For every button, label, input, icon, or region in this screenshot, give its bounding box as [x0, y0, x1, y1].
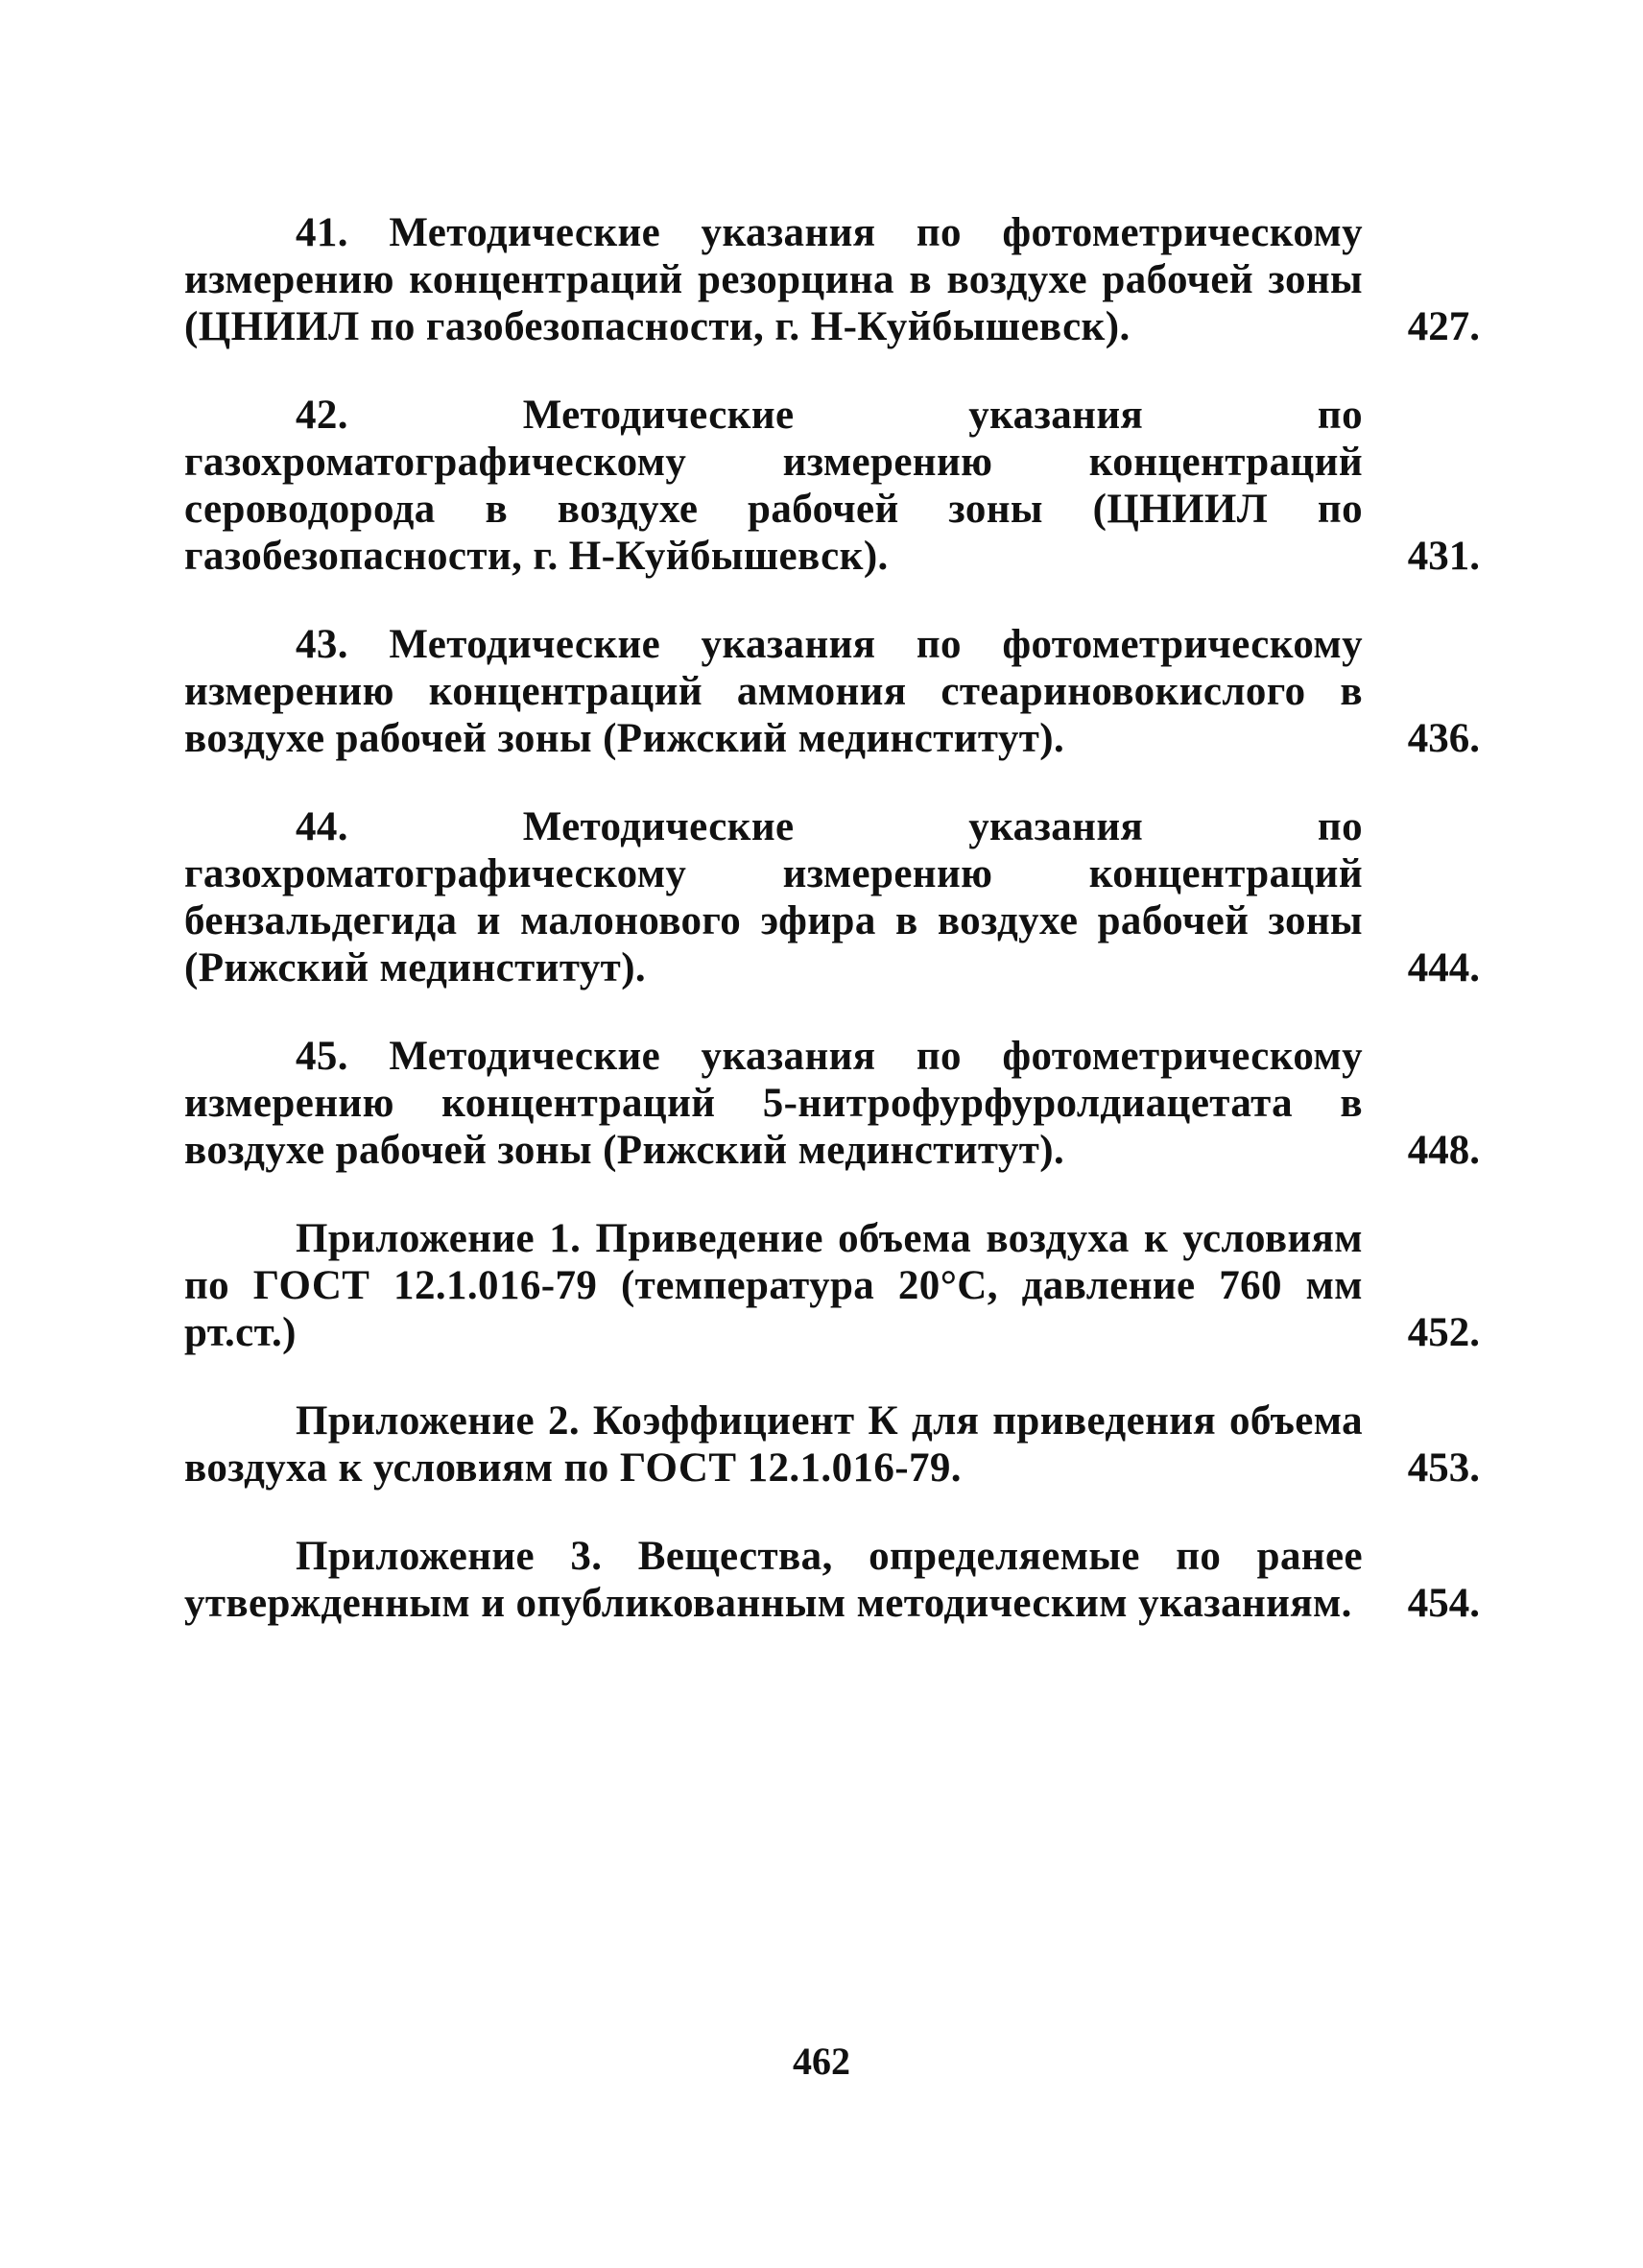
toc-entry-43 [184, 621, 1480, 762]
toc-entry-title: Приложение 3. Вещества, определяемые по ранее утвержденным и опубликованным методическим указаниям. [184, 1534, 1363, 1626]
toc-entry-page: 452. [1407, 1310, 1480, 1355]
toc-entry-page: 454. [1407, 1581, 1480, 1626]
toc-entry-page: 431. [1407, 534, 1480, 579]
toc-entry-page: 427. [1407, 304, 1480, 349]
toc-entry-title: 43. Методические указания по фотометрическому измерению концентраций аммония стеариновокислого в воздухе рабочей зоны (Рижский мединститут). [184, 622, 1363, 761]
toc-entry-41 [184, 209, 1480, 350]
toc-entry-title: 44. Методические указания по газохроматографическому измерению концентраций бензальдегида и малонового эфира в воздухе рабочей зоны (Рижский мединститут). [184, 804, 1363, 991]
table-of-contents [184, 209, 1480, 1668]
toc-entry-page: 453. [1407, 1445, 1480, 1491]
toc-entry-title: 41. Методические указания по фотометрическому измерению концентраций резорцина в воздухе рабочей зоны (ЦНИИЛ по газобезопасности, г. Н-Куйбышевск). [184, 210, 1363, 349]
toc-entry-44 [184, 803, 1480, 991]
toc-entry-42 [184, 392, 1480, 580]
toc-entry-page: 448. [1407, 1128, 1480, 1173]
toc-entry-45 [184, 1033, 1480, 1174]
page-number: 462 [793, 2040, 850, 2083]
toc-entry-page: 444. [1407, 945, 1480, 991]
toc-entry-page: 436. [1407, 716, 1480, 761]
toc-entry-title: Приложение 1. Приведение объема воздуха к условиям по ГОСТ 12.1.016-79 (температура 20°С, давление 760 мм рт.ст.) [184, 1216, 1363, 1355]
toc-entry-appendix-3 [184, 1533, 1480, 1627]
toc-entry-appendix-2 [184, 1397, 1480, 1492]
toc-entry-title: 45. Методические указания по фотометрическому измерению концентраций 5-нитрофурфуролдиацетата в воздухе рабочей зоны (Рижский мединститут). [184, 1034, 1363, 1173]
toc-entry-title: 42. Методические указания по газохроматографическому измерению концентраций сероводорода в воздухе рабочей зоны (ЦНИИЛ по газобезопасности, г. Н-Куйбышевск). [184, 393, 1363, 579]
toc-entry-appendix-1 [184, 1215, 1480, 1356]
toc-entry-title: Приложение 2. Коэффициент К для приведения объема воздуха к условиям по ГОСТ 12.1.016-79. [184, 1398, 1363, 1491]
